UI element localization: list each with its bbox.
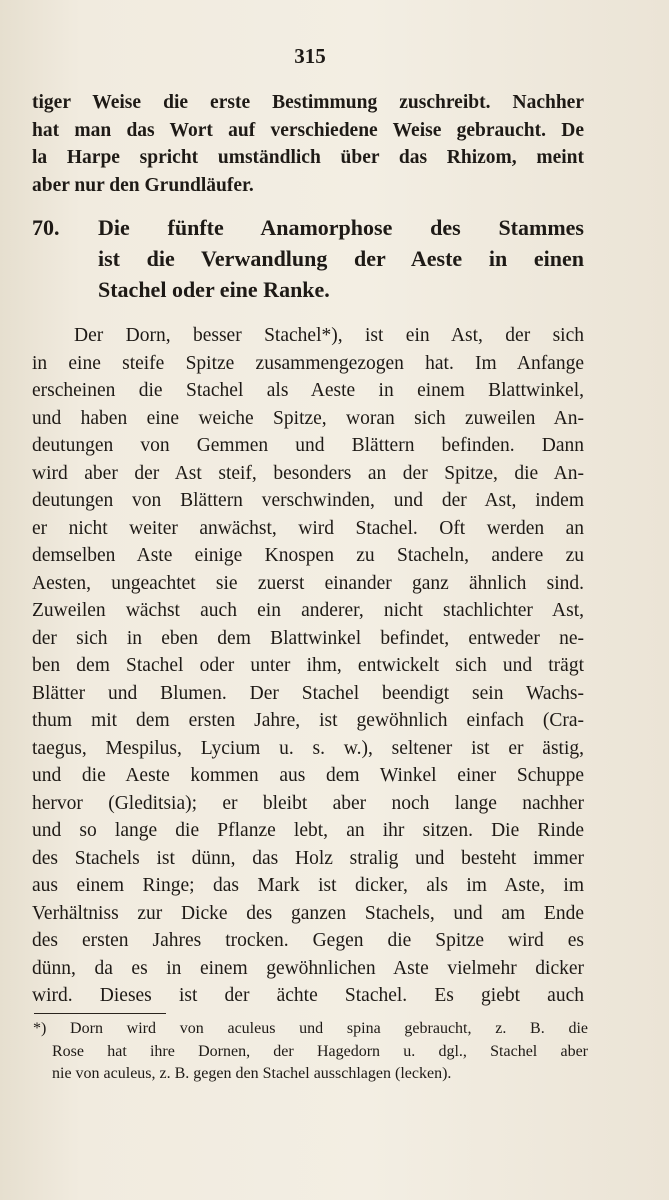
body-line: hervor (Gleditsia); er bleibt aber noch lange nachher — [32, 792, 584, 814]
body-line: ben dem Stachel oder unter ihm, entwickelt sich und trägt — [32, 655, 584, 676]
body-line: Verhältniss zur Dicke des ganzen Stachels, und am Ende — [32, 902, 584, 924]
body-line: taegus, Mespilus, Lycium u. s. w.), seltener ist er ästig, — [32, 737, 584, 759]
body-line: deutungen von Blättern verschwinden, und der Ast, indem — [32, 490, 584, 511]
intro-line: la Harpe spricht umständlich über das Rhizom, meint — [32, 147, 584, 168]
body-line: des Stachels ist dünn, das Holz stralig und besteht immer — [32, 847, 584, 869]
footnote — [33, 1018, 588, 1086]
intro-line: aber nur den Grundläufer. — [32, 174, 254, 196]
body-line: wird aber der Ast steif, besonders an der Spitze, die An- — [32, 462, 584, 484]
intro-paragraph — [32, 89, 584, 199]
body-line: der sich in eben dem Blattwinkel befindet, entweder ne- — [32, 627, 584, 649]
heading-line: Die fünfte Anamorphose des Stammes — [98, 215, 584, 240]
body-line: Der Dorn, besser Stachel*), ist ein Ast, der sich — [74, 325, 584, 346]
section-number: 70. — [32, 215, 60, 240]
body-line: und so lange die Pflanze lebt, an ihr sitzen. Die Rinde — [32, 820, 584, 841]
body-line: erscheinen die Stachel als Aeste in einem Blattwinkel, — [32, 380, 584, 401]
intro-line: tiger Weise die erste Bestimmung zuschreibt. Nachher — [32, 92, 584, 113]
footnote-line: *) Dorn wird von aculeus und spina gebraucht, z. B. die — [33, 1020, 588, 1037]
footnote-line: Rose hat ihre Dornen, der Hagedorn u. dgl., Stachel aber — [52, 1042, 588, 1060]
body-line: Aesten, ungeachtet sie zuerst einander ganz ähnlich sind. — [32, 572, 584, 594]
body-line: deutungen von Gemmen und Blättern befinden. Dann — [32, 435, 584, 456]
body-line: er nicht weiter anwächst, wird Stachel. Oft werden an — [32, 517, 584, 539]
body-line: wird. Dieses ist der ächte Stachel. Es giebt auch — [32, 985, 584, 1006]
footnote-divider — [34, 1013, 166, 1014]
body-line: und haben eine weiche Spitze, woran sich zuweilen An- — [32, 407, 584, 429]
body-line: Zuweilen wächst auch ein anderer, nicht stachlichter Ast, — [32, 600, 584, 621]
body-line: demselben Aste einige Knospen zu Stacheln, andere zu — [32, 545, 584, 566]
body-line: Blätter und Blumen. Der Stachel beendigt sein Wachs- — [32, 682, 584, 704]
body-line: dünn, da es in einem gewöhnlichen Aste vielmehr dicker — [32, 957, 584, 979]
body-paragraph — [32, 322, 584, 1010]
heading-line: ist die Verwandlung der Aeste in einen — [98, 246, 584, 271]
intro-line: hat man das Wort auf verschiedene Weise gebraucht. De — [32, 119, 584, 141]
body-line: und die Aeste kommen aus dem Winkel einer Schuppe — [32, 765, 584, 786]
body-line: thum mit dem ersten Jahre, ist gewöhnlich einfach (Cra- — [32, 710, 584, 731]
page-number: 315 — [294, 44, 326, 68]
body-line: in eine steife Spitze zusammengezogen hat. Im Anfange — [32, 352, 584, 374]
body-line: des ersten Jahres trocken. Gegen die Spitze wird es — [32, 930, 584, 951]
heading-line: Stachel oder eine Ranke. — [98, 277, 330, 302]
body-line: aus einem Ringe; das Mark ist dicker, als im Aste, im — [32, 875, 584, 896]
footnote-line: nie von aculeus, z. B. gegen den Stachel ausschlagen (lecken). — [52, 1065, 452, 1082]
section-heading — [32, 212, 584, 305]
